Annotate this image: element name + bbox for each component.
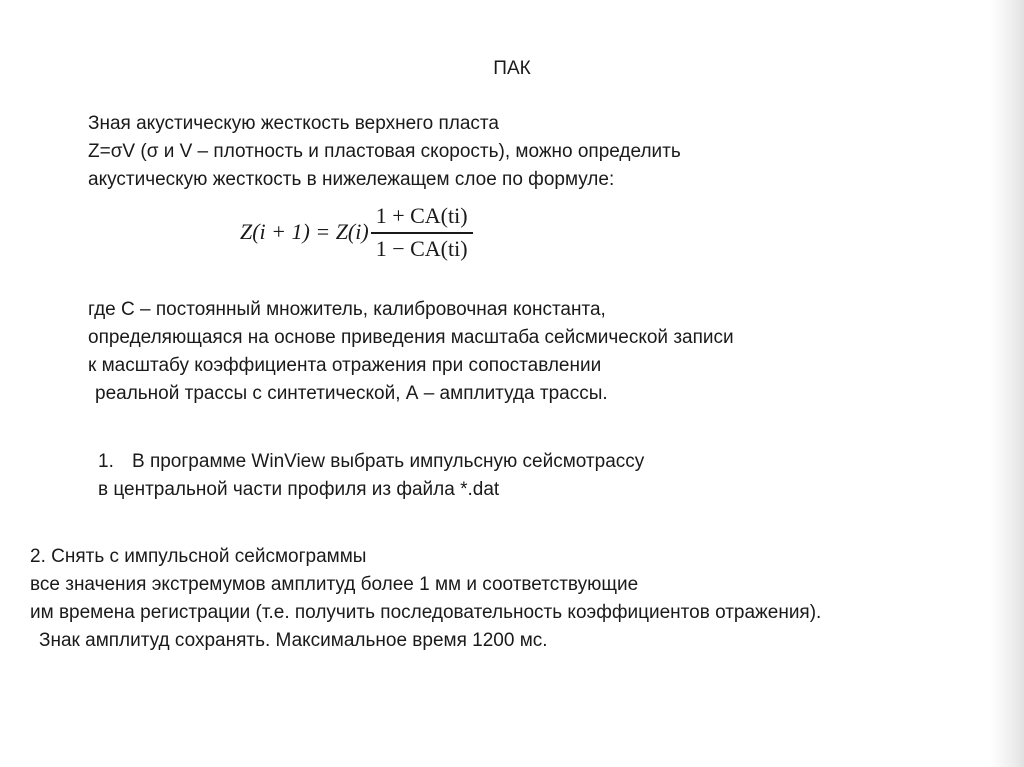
step-1-number: 1. <box>98 451 114 472</box>
slide-edge-shadow <box>990 0 1024 767</box>
intro-line: акустическую жесткость в нижележащем слое по формуле: <box>88 169 615 190</box>
formula-fraction <box>373 203 471 262</box>
step-1 <box>98 448 644 504</box>
explanation-line: определяющаяся на основе приведения масштаба сейсмической записи <box>88 327 734 348</box>
formula-numerator: 1 + CA(ti) <box>375 203 468 228</box>
intro-line: Зная акустическую жесткость верхнего пласта <box>88 113 499 134</box>
formula-denominator: 1 − CA(ti) <box>375 235 468 261</box>
fraction-bar <box>371 232 473 234</box>
explanation-line: к масштабу коэффициента отражения при сопоставлении <box>88 355 602 376</box>
explanation-line: реальной трассы с синтетической, А – амплитуда трассы. <box>95 383 608 404</box>
step-2-line: 2. Снять с импульсной сейсмограммы <box>30 546 367 567</box>
formula-lhs: Z(i + 1) = Z(i) <box>240 219 369 245</box>
intro-line: Z=σV (σ и V – плотность и пластовая скорость), можно определить <box>88 141 681 162</box>
step-1-text-continued: в центральной части профиля из файла *.dat <box>98 479 500 500</box>
acoustic-impedance-formula <box>240 203 471 262</box>
step-2-line: все значения экстремумов амплитуд более 1 мм и соответствующие <box>30 574 639 595</box>
intro-paragraph <box>88 110 681 194</box>
explanation-line: где С – постоянный множитель, калибровочная константа, <box>88 299 606 320</box>
step-2-line: Знак амплитуд сохранять. Максимальное время 1200 мс. <box>39 630 548 651</box>
step-2 <box>30 543 821 655</box>
step-2-line: им времена регистрации (т.е. получить последовательность коэффициентов отражения). <box>30 602 822 623</box>
explanation-paragraph <box>88 296 734 408</box>
step-1-text: В программе WinView выбрать импульсную сейсмотрассу <box>132 451 645 472</box>
slide-title: ПАК <box>493 58 531 79</box>
